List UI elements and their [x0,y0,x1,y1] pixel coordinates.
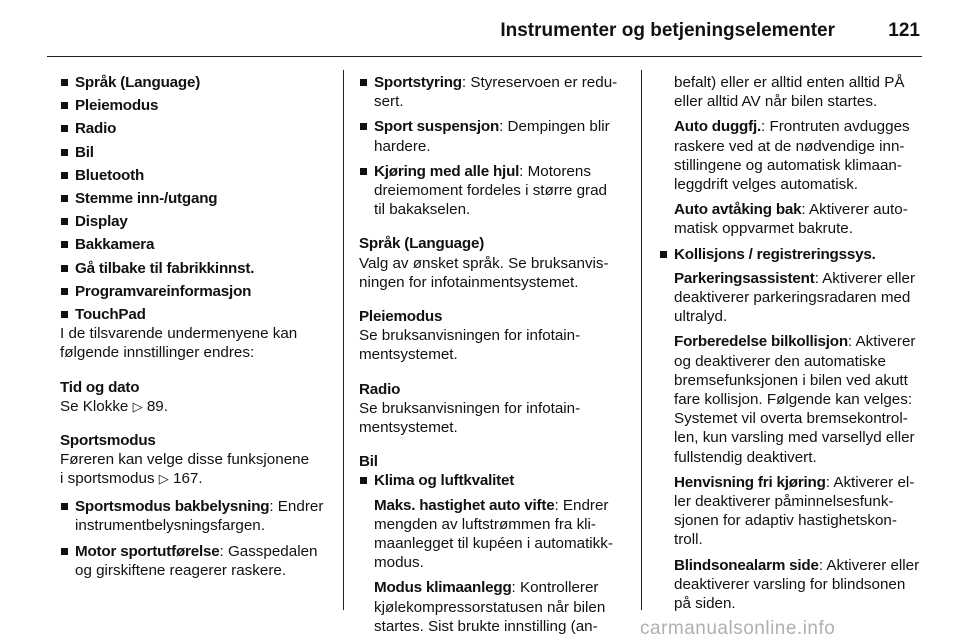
bullet-square-icon [61,195,68,202]
section-heading: Tid og dato [60,378,140,396]
column-2 [359,73,629,640]
menu-item: TouchPad [60,305,330,324]
bullet-square-icon [61,503,68,510]
list-item: Kjøring med alle hjul: Motorens dreiemoment fordeles i større grad til bakakselen. [359,162,629,220]
menu-item: Bil [60,143,330,162]
list-item: Kollisjons / registreringssys. [659,245,939,264]
menu-item: Språk (Language) [60,73,330,92]
sub-paragraph: Auto avtåking bak: Aktiverer auto- matisk oppvarmet bakrute. [674,201,908,238]
section-heading: Radio [359,380,401,398]
bullet-square-icon [61,241,68,248]
sub-paragraph: Maks. hastighet auto vifte: Endrer mengden av luftstrømmen fra kli- maanlegget til kupéen i automatikk- modus. [374,496,613,572]
sub-paragraph: Forberedelse bilkollisjon: Aktiverer og deaktiverer den automatiske bremsefunksjonen i bilen ved akutt fare kollisjon. Følgende kan velges: Systemet vil overta bremsekontrol- len, kun varsling med varsellyd eller fullstendig deaktivert. [674,333,916,466]
menu-item: Bluetooth [60,166,330,185]
section-sportsmodus: Sportsmodus Føreren kan velge disse funksjonene i sportsmodus ▷ 167. [60,431,330,489]
reference-arrow-icon: ▷ [132,398,143,414]
bullet-square-icon [61,265,68,272]
bullet-square-icon [360,79,367,86]
column-3 [659,73,939,617]
list-item: Motor sportutførelse: Gasspedalen og girskiftene reagerer raskere. [60,542,330,580]
sub-paragraph: Auto duggfj.: Frontruten avdugges raskere ved at de nødvendige inn- stillingene og automatisk klimaan- leggdrift velges automatisk. [674,118,910,194]
reference-arrow-icon: ▷ [158,471,169,487]
page-header [0,0,960,62]
menu-item: Gå tilbake til fabrikkinnst. [60,259,330,278]
section-heading: Språk (Language) [359,235,485,253]
column-divider-1 [343,70,344,610]
bullet-square-icon [61,288,68,295]
menu-list [60,73,330,324]
bullet-square-icon [660,251,667,258]
menu-item: Display [60,212,330,231]
page-title: Instrumenter og betjeningselementer [500,20,835,41]
bullet-square-icon [61,79,68,86]
bullet-square-icon [61,218,68,225]
section-heading: Bil [359,453,378,471]
watermark: carmanualsonline.info [640,618,836,639]
bullet-square-icon [360,477,367,484]
menu-item: Radio [60,119,330,138]
bullet-square-icon [61,149,68,156]
bullet-square-icon [61,172,68,179]
sub-paragraph: Parkeringsassistent: Aktiverer eller deaktiverer parkeringsradaren med ultralyd. [674,269,916,326]
bullet-square-icon [61,102,68,109]
sub-paragraph: Modus klimaanlegg: Kontrollerer kjølekompressorstatusen når bilen startes. Sist brukte innstilling (an- [374,579,606,635]
section-radio: Radio Se bruksanvisningen for infotain- mentsystemet. [359,380,629,438]
page-number: 121 [888,20,920,41]
bullet-square-icon [61,311,68,318]
section-sprak: Språk (Language) Valg av ønsket språk. Se bruksanvis- ningen for infotainmentsystemet. [359,234,629,292]
menu-item: Pleiemodus [60,96,330,115]
list-item: Sportsmodus bakbelysning: Endrer instrumentbelysningsfargen. [60,497,330,535]
menu-item: Bakkamera [60,235,330,254]
menu-item: Programvareinformasjon [60,282,330,301]
header-rule [47,56,922,57]
list-item: Sport suspensjon: Dempingen blir hardere. [359,117,629,155]
sub-paragraph: Blindsonealarm side: Aktiverer eller deaktiverer varsling for blindsonen på siden. [674,556,920,613]
bullet-square-icon [61,125,68,132]
column-1 [60,73,330,584]
bullet-square-icon [360,123,367,130]
section-pleiemodus: Pleiemodus Se bruksanvisningen for infotain- mentsystemet. [359,307,629,365]
sub-paragraph: Henvisning fri kjøring: Aktiverer el- ler deaktiverer påminnelsesfunk- sjonen for adaptiv hastighetskon- troll. [674,473,915,549]
section-heading: Pleiemodus [359,308,443,326]
menu-item: Stemme inn-/utgang [60,189,330,208]
bullet-square-icon [360,168,367,175]
intro-paragraph: I de tilsvarende undermenyene kan følgende innstillinger endres: [60,325,298,362]
section-tid-og-dato: Tid og dato Se Klokke ▷ 89. [60,378,330,416]
column-divider-2 [641,70,642,610]
section-heading: Sportsmodus [60,432,156,450]
sub-paragraph: befalt) eller er alltid enten alltid PÅ eller alltid AV når bilen startes. [674,74,905,111]
list-item: Klima og luftkvalitet [359,471,629,490]
section-bil [359,452,629,636]
list-item: Sportstyring: Styreservoen er redu- sert. [359,73,629,111]
bullet-square-icon [61,548,68,555]
